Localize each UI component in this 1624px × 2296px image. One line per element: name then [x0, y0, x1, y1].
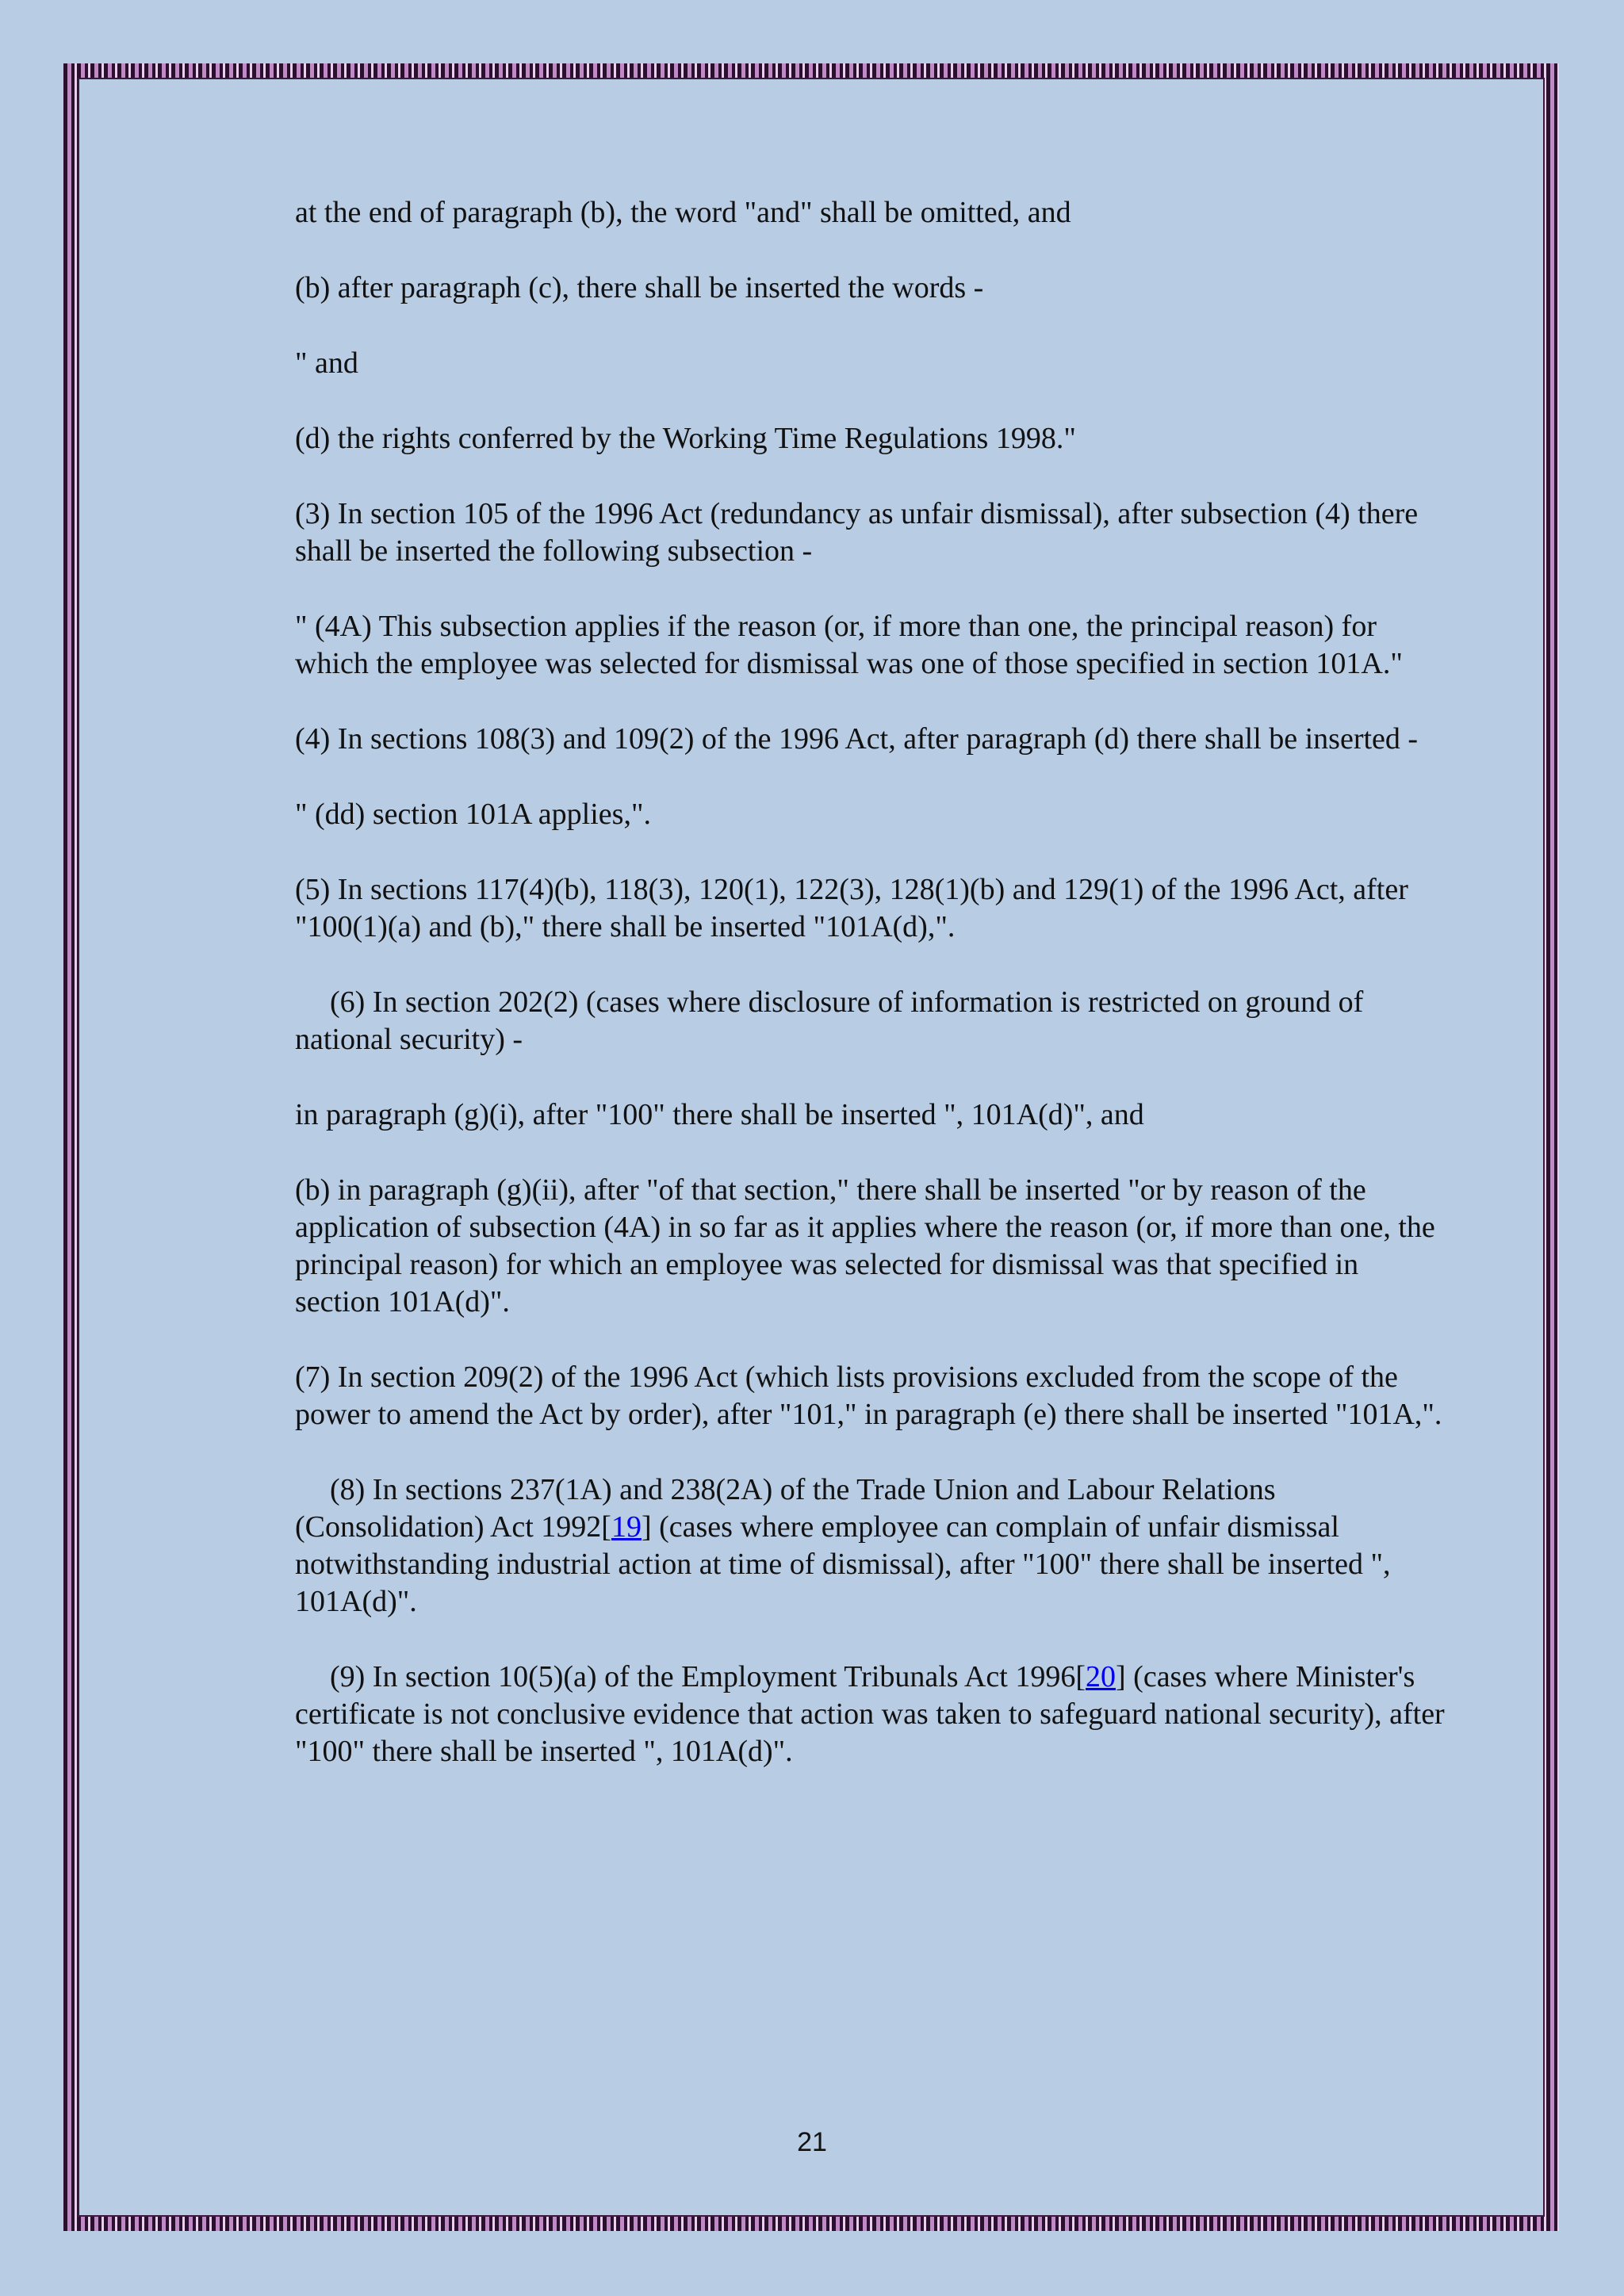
- paragraph-4-sections-108-109: (4) In sections 108(3) and 109(2) of the 1996 Act, after paragraph (d) there shall be inserted -: [295, 722, 1419, 756]
- paragraph-quote-and: " and: [295, 346, 358, 380]
- paragraph-g-i: in paragraph (g)(i), after "100" there shall be inserted ", 101A(d)", and: [295, 1098, 1144, 1131]
- document-body: [295, 194, 1445, 1808]
- paragraph-6-section-202: (6) In section 202(2) (cases where disclosure of information is restricted on ground of national security) -: [295, 985, 1364, 1056]
- paragraph-9-text-before: (9) In section 10(5)(a) of the Employment Tribunals Act 1996[: [330, 1660, 1086, 1693]
- footnote-link-20[interactable]: 20: [1086, 1660, 1116, 1693]
- paragraph-b-g-ii: (b) in paragraph (g)(ii), after "of that section," there shall be inserted "or by reason of the application of subsection (4A) in so far as it applies where the reason (or, if more than one, the principal reason) for which an employee was selected for dismissal was that specified in section 101A(d)".: [295, 1173, 1435, 1318]
- paragraph-dd-section-101a: " (dd) section 101A applies,".: [295, 798, 651, 831]
- paragraph-3-section-105: (3) In section 105 of the 1996 Act (redundancy as unfair dismissal), after subsection (4) there shall be inserted the following subsection -: [295, 497, 1419, 568]
- paragraph-5-sections-117: (5) In sections 117(4)(b), 118(3), 120(1), 122(3), 128(1)(b) and 129(1) of the 1996 Act, after "100(1)(a) and (b)," there shall be inserted "101A(d),".: [295, 873, 1408, 943]
- paragraph-8-text-before: (8) In sections 237(1A) and 238(2A) of the Trade Union and Labour Relations (Consolidation) Act 1992[: [295, 1473, 1276, 1544]
- paragraph-d-rights: (d) the rights conferred by the Working Time Regulations 1998.": [295, 422, 1076, 455]
- paragraph-8-text-after: ] (cases where employee can complain of unfair dismissal notwithstanding industrial action at time of dismissal), after "100" there shall be inserted ", 101A(d)".: [295, 1510, 1391, 1618]
- footnote-link-19[interactable]: 19: [611, 1510, 642, 1544]
- paragraph-9-text-after: ] (cases where Minister's certificate is not conclusive evidence that action was taken to safeguard national security), after "100" there shall be inserted ", 101A(d)".: [295, 1660, 1445, 1768]
- paragraph-b-insert-words: (b) after paragraph (c), there shall be inserted the words -: [295, 271, 984, 304]
- paragraph-omit-and: at the end of paragraph (b), the word "and" shall be omitted, and: [295, 196, 1071, 229]
- paragraph-7-section-209: (7) In section 209(2) of the 1996 Act (which lists provisions excluded from the scope of the power to amend the Act by order), after "101," in paragraph (e) there shall be inserted "101A,".: [295, 1360, 1442, 1431]
- paragraph-9-section-10: [295, 1659, 1445, 1770]
- page-number: 21: [797, 2127, 827, 2157]
- paragraph-4a-subsection: " (4A) This subsection applies if the reason (or, if more than one, the principal reason) for which the employee was selected for dismissal was one of those specified in section 101A.": [295, 610, 1403, 680]
- paragraph-8-sections-237-238: [295, 1471, 1445, 1621]
